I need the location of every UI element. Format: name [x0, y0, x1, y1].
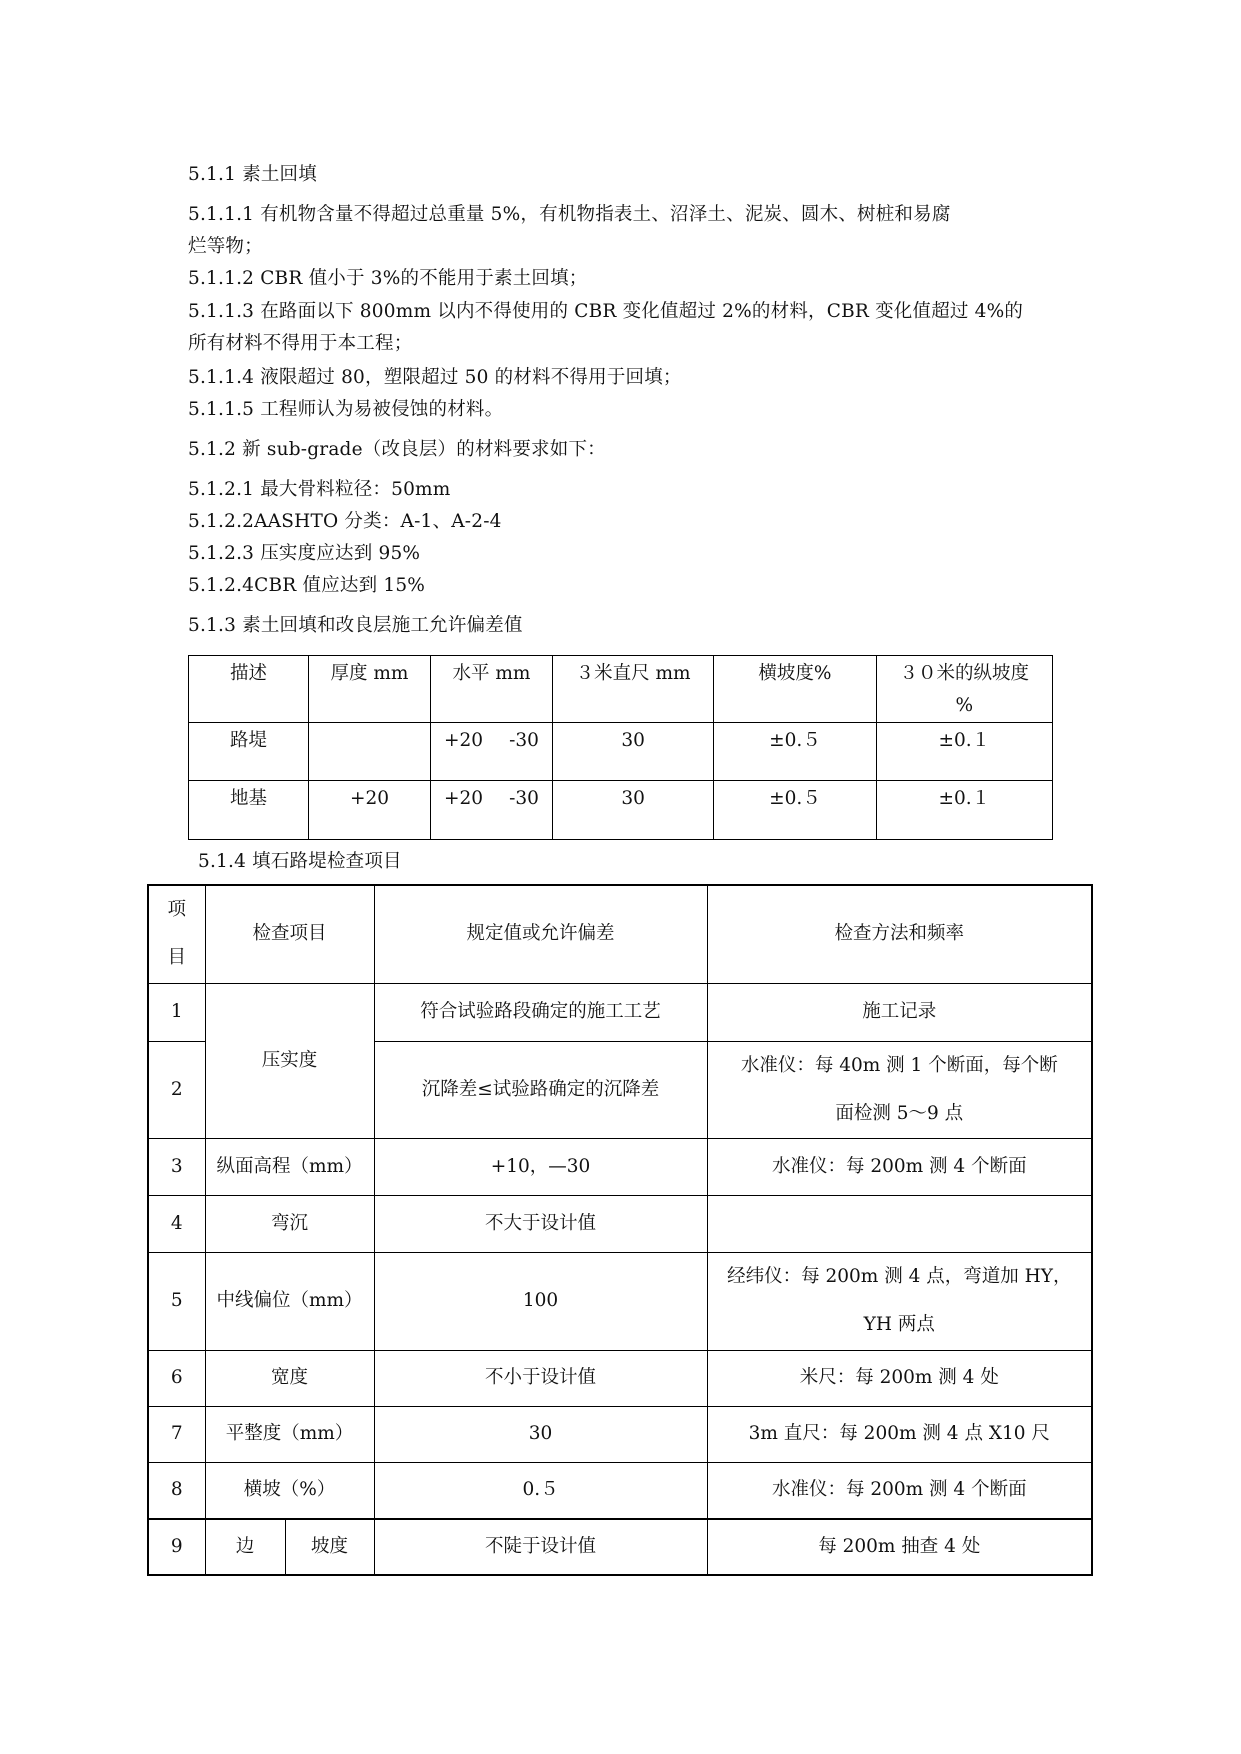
- row-number: 3: [148, 1138, 205, 1195]
- table-row: [148, 1462, 1092, 1519]
- header-line: 项: [167, 899, 186, 921]
- header-line: ３０米的纵坡度: [899, 663, 1030, 684]
- paragraph-line: 5.1.2.3 压实度应达到 95%: [188, 543, 421, 564]
- heading-513: 5.1.3 素土回填和改良层施工允许偏差值: [188, 615, 523, 636]
- table-cell: 路堤: [189, 723, 309, 781]
- item-cell: 弯沉: [205, 1195, 374, 1252]
- row-number: 9: [148, 1519, 205, 1575]
- heading-511: 5.1.1 素土回填: [188, 164, 317, 185]
- spec-cell: 沉降差≤试验路确定的沉降差: [374, 1041, 707, 1138]
- heading-512: 5.1.2 新 sub-grade（改良层）的材料要求如下：: [188, 439, 606, 460]
- table-row: [148, 1519, 1092, 1575]
- method-cell: 米尺：每 200m 测 4 处: [707, 1350, 1092, 1406]
- table-row: [189, 723, 1053, 781]
- table-cell: 30: [552, 781, 713, 840]
- method-cell: 水准仪：每 200m 测 4 个断面: [707, 1138, 1092, 1195]
- table-row: [148, 1350, 1092, 1406]
- table-row: [148, 1252, 1092, 1350]
- method-line: YH 两点: [863, 1314, 935, 1335]
- row-number: 1: [148, 983, 205, 1041]
- tolerance-table: [188, 655, 1053, 840]
- item-cell: 中线偏位（mm）: [205, 1252, 374, 1350]
- header-cell: 水平 mm: [430, 656, 552, 723]
- header-cell: 检查项目: [205, 885, 374, 983]
- level-minus: -30: [509, 730, 539, 751]
- row-number: 5: [148, 1252, 205, 1350]
- level-minus: -30: [509, 788, 539, 809]
- row-number: 2: [148, 1041, 205, 1138]
- paragraph-line: 5.1.2.4CBR 值应达到 15%: [188, 575, 426, 596]
- header-cell: 横坡度%: [714, 656, 876, 723]
- table-row: [189, 781, 1053, 840]
- spec-cell: 100: [374, 1252, 707, 1350]
- method-cell: [707, 1195, 1092, 1252]
- table-row: [148, 1138, 1092, 1195]
- spec-cell: 不小于设计值: [374, 1350, 707, 1406]
- item-cell: 坡度: [285, 1519, 374, 1575]
- header-line: 目: [167, 947, 186, 969]
- spec-cell: +10，—30: [374, 1138, 707, 1195]
- table-row: [148, 1406, 1092, 1462]
- table-cell: [308, 723, 430, 781]
- table-row: [148, 1195, 1092, 1252]
- paragraph-line: 5.1.1.5 工程师认为易被侵蚀的材料。: [188, 399, 504, 420]
- paragraph-line: 5.1.1.4 液限超过 80，塑限超过 50 的材料不得用于回填；: [188, 367, 682, 388]
- method-cell: 3m 直尺：每 200m 测 4 点 X10 尺: [707, 1406, 1092, 1462]
- item-cell: 平整度（mm）: [205, 1406, 374, 1462]
- method-line: 面检测 5～9 点: [835, 1102, 964, 1124]
- header-cell: 描述: [189, 656, 309, 723]
- spec-cell: 符合试验路段确定的施工工艺: [374, 983, 707, 1041]
- header-cell: [876, 656, 1052, 723]
- spec-cell: 0.５: [374, 1462, 707, 1519]
- table-cell: [430, 781, 552, 840]
- paragraph-line: 烂等物；: [188, 236, 263, 257]
- method-cell: [707, 1041, 1092, 1138]
- table-cell: +20: [308, 781, 430, 840]
- item-cell: 横坡（%）: [205, 1462, 374, 1519]
- table-header-row: [189, 656, 1053, 723]
- header-cell: ３米直尺 mm: [552, 656, 713, 723]
- table-row: [148, 983, 1092, 1041]
- header-cell: [148, 885, 205, 983]
- method-line: 水准仪：每 40m 测 1 个断面，每个断: [740, 1054, 1058, 1076]
- item-cell: 宽度: [205, 1350, 374, 1406]
- method-cell: [707, 1252, 1092, 1350]
- row-number: 6: [148, 1350, 205, 1406]
- method-cell: 每 200m 抽查 4 处: [707, 1519, 1092, 1575]
- level-plus: +20: [443, 730, 484, 751]
- header-line: %: [955, 695, 974, 716]
- paragraph-line: 5.1.1.3 在路面以下 800mm 以内不得使用的 CBR 变化值超过 2%的材料，CBR 变化值超过 4%的: [188, 301, 1024, 322]
- method-line: 经纬仪：每 200m 测 4 点，弯道加 HY，: [727, 1266, 1072, 1287]
- row-number: 8: [148, 1462, 205, 1519]
- paragraph-line: 5.1.2.2AASHTO 分类：A-1、A-2-4: [188, 511, 502, 532]
- table-cell: ±0.１: [876, 781, 1052, 840]
- header-cell: 检查方法和频率: [707, 885, 1092, 983]
- item-cell: 压实度: [205, 983, 374, 1138]
- level-plus: +20: [443, 788, 484, 809]
- method-cell: 水准仪：每 200m 测 4 个断面: [707, 1462, 1092, 1519]
- method-cell: 施工记录: [707, 983, 1092, 1041]
- item-cell: 纵面高程（mm）: [205, 1138, 374, 1195]
- paragraph-line: 5.1.1.1 有机物含量不得超过总重量 5%，有机物指表土、沼泽土、泥炭、圆木、树桩和易腐: [188, 204, 951, 225]
- inspection-table: [147, 884, 1093, 1576]
- table-cell: ±0.５: [714, 781, 876, 840]
- paragraph-line: 5.1.2.1 最大骨料粒径：50mm: [188, 479, 451, 500]
- table-header-row: [148, 885, 1092, 983]
- table-cell: ±0.１: [876, 723, 1052, 781]
- header-cell: 厚度 mm: [308, 656, 430, 723]
- table-cell: 地基: [189, 781, 309, 840]
- table-cell: ±0.５: [714, 723, 876, 781]
- table-cell: 30: [552, 723, 713, 781]
- table-cell: [430, 723, 552, 781]
- spec-cell: 30: [374, 1406, 707, 1462]
- header-cell: 规定值或允许偏差: [374, 885, 707, 983]
- item-cell: 边: [205, 1519, 285, 1575]
- spec-cell: 不大于设计值: [374, 1195, 707, 1252]
- spec-cell: 不陡于设计值: [374, 1519, 707, 1575]
- heading-514: 5.1.4 填石路堤检查项目: [198, 851, 402, 872]
- row-number: 4: [148, 1195, 205, 1252]
- row-number: 7: [148, 1406, 205, 1462]
- paragraph-line: 所有材料不得用于本工程；: [188, 333, 413, 354]
- paragraph-line: 5.1.1.2 CBR 值小于 3%的不能用于素土回填；: [188, 268, 588, 289]
